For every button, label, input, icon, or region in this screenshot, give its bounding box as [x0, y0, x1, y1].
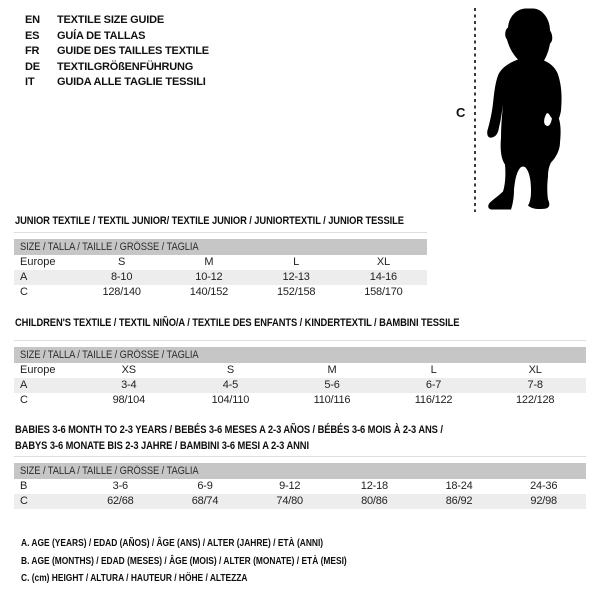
size-cell: M [204, 256, 214, 268]
size-cell: 4-5 [222, 379, 239, 391]
row-label: Europe [20, 256, 56, 268]
height-dashed-line [474, 8, 476, 212]
size-cell: S [226, 364, 234, 376]
size-cell: 158/170 [364, 286, 403, 298]
size-cell: 5-6 [324, 379, 340, 391]
row-label: C [20, 394, 28, 406]
language-row [25, 44, 209, 60]
language-label: GUIDE DES TAILLES TEXTILE [57, 45, 209, 57]
size-cell: 62/68 [107, 495, 134, 507]
size-cell: 12-13 [282, 271, 310, 283]
size-table-header [14, 463, 586, 479]
row-label: C [20, 286, 28, 298]
legend-note-line [21, 553, 428, 571]
size-cell: XL [528, 364, 542, 376]
language-row [25, 75, 209, 91]
children-size-table [14, 347, 586, 408]
size-table-header-text: SIZE / TALLA / TAILLE / GRÖSSE / TAGLIA [20, 465, 199, 477]
size-cell: 3-6 [112, 480, 128, 492]
legend-note-line [21, 570, 428, 588]
size-cell: 140/152 [189, 286, 229, 298]
language-row [25, 29, 209, 45]
size-table-header [14, 239, 427, 255]
divider [14, 232, 427, 233]
divider [14, 340, 586, 341]
language-row [25, 60, 209, 76]
baby-silhouette-icon [487, 6, 587, 212]
size-cell: XL [376, 256, 390, 268]
size-cell: 104/110 [211, 394, 250, 406]
language-label: TEXTILGRÖßENFÜHRUNG [57, 60, 194, 73]
size-cell: S [118, 256, 126, 268]
size-cell: 24-36 [530, 480, 558, 492]
language-label: GUIDA ALLE TAGLIE TESSILI [57, 76, 206, 88]
legend-note-line [21, 535, 428, 553]
size-table-header [14, 347, 586, 363]
size-cell: 152/158 [276, 286, 316, 298]
size-table-row [14, 494, 586, 509]
size-cell: 98/104 [112, 394, 146, 406]
language-code: ES [25, 29, 40, 42]
junior-size-table [14, 239, 427, 300]
size-cell: 80/86 [361, 495, 388, 507]
legend-note-text: A. AGE (YEARS) / EDAD (AÑOS) / ÂGE (ANS) / ALTER (JAHRE) / ETÀ (ANNI) [21, 537, 324, 549]
size-table-header-text: SIZE / TALLA / TAILLE / GRÖSSE / TAGLIA [20, 349, 199, 361]
size-cell: 3-4 [121, 379, 137, 391]
size-table-row [14, 285, 427, 300]
language-code: EN [25, 14, 40, 26]
height-marker-label: C [456, 105, 466, 120]
size-table-row [14, 270, 427, 285]
size-cell: 8-10 [111, 271, 133, 283]
babies-section-title-line1: BABIES 3-6 MONTH TO 2-3 YEARS / BEBÉS 3-6 MESES A 2-3 AÑOS / BÉBÉS 3-6 MOIS À 2-3 ANS / [15, 424, 443, 436]
language-code: IT [25, 76, 35, 88]
row-label: A [20, 379, 28, 391]
size-cell: 86/92 [445, 495, 473, 507]
size-cell: L [293, 256, 300, 268]
language-label: TEXTILE SIZE GUIDE [57, 14, 165, 26]
language-row [25, 13, 209, 29]
size-table-row [14, 378, 586, 393]
size-cell: 7-8 [527, 379, 543, 391]
size-cell: 9-12 [279, 480, 301, 492]
size-cell: 6-9 [197, 480, 213, 492]
size-cell: 92/98 [530, 495, 557, 507]
size-cell: 116/122 [414, 394, 453, 406]
size-cell: XS [121, 364, 136, 376]
size-cell: 74/80 [276, 495, 303, 507]
row-label: Europe [20, 364, 56, 376]
size-cell: 18-24 [445, 480, 473, 492]
size-cell: M [327, 364, 337, 376]
divider [14, 456, 586, 457]
size-table-row [14, 393, 586, 408]
language-code: FR [25, 45, 40, 57]
legend-notes [21, 535, 428, 588]
language-label: GUÍA DE TALLAS [57, 29, 146, 42]
row-label: C [20, 495, 28, 507]
size-table-row [14, 479, 586, 494]
size-table-header-text: SIZE / TALLA / TAILLE / GRÖSSE / TAGLIA [20, 241, 199, 253]
size-cell: 122/128 [515, 394, 555, 406]
children-section-title: CHILDREN'S TEXTILE / TEXTIL NIÑO/A / TEXTILE DES ENFANTS / KINDERTEXTIL / BAMBINI TESSILE [15, 317, 460, 329]
size-cell: 6-7 [425, 379, 442, 391]
size-cell: 110/116 [313, 394, 351, 406]
size-cell: 10-12 [195, 271, 223, 283]
language-list [25, 13, 209, 91]
size-cell: 68/74 [191, 495, 219, 507]
junior-section-title: JUNIOR TEXTILE / TEXTIL JUNIOR/ TEXTILE JUNIOR / JUNIORTEXTIL / JUNIOR TESSILE [15, 215, 404, 227]
size-cell: 128/140 [102, 286, 141, 298]
size-table-row [14, 363, 586, 378]
language-code: DE [25, 60, 40, 73]
size-table-row [14, 255, 427, 270]
row-label: A [20, 271, 28, 283]
size-cell: L [430, 364, 437, 376]
babies-section-title-line2: BABYS 3-6 MONATE BIS 2-3 JAHRE / BAMBINI 3-6 MESI A 2-3 ANNI [15, 440, 309, 452]
babies-size-table [14, 463, 586, 509]
row-label: B [20, 480, 28, 492]
legend-note-text: B. AGE (MONTHS) / EDAD (MESES) / ÂGE (MOIS) / ALTER (MONATE) / ETÀ (MESI) [21, 554, 347, 567]
size-cell: 12-18 [360, 480, 388, 492]
legend-note-text: C. (cm) HEIGHT / ALTURA / HAUTEUR / HÖHE / ALTEZZA [21, 572, 248, 584]
size-cell: 14-16 [369, 271, 397, 283]
